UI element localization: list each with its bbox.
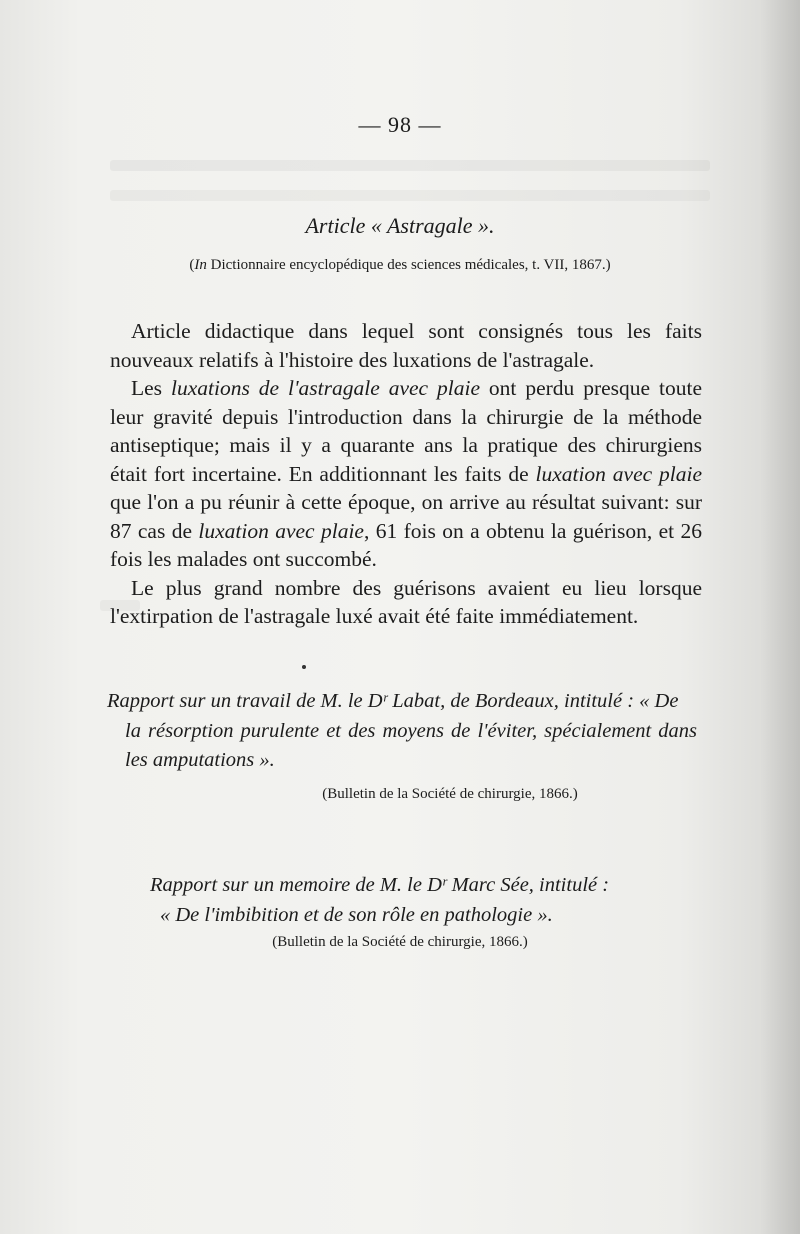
- article-citation: [0, 257, 800, 274]
- text-run: Le plus grand nombre des guérisons avaient eu lieu lorsque l'extirpation de l'astragale luxé avait été faite immédiatement.: [110, 575, 702, 628]
- page-gutter-shadow: [760, 0, 800, 1234]
- italic-phrase: luxation avec plaie: [198, 518, 364, 543]
- page-number: — 98 —: [358, 112, 442, 137]
- stray-mark: [302, 665, 306, 669]
- rapport-labat-title-line1: Rapport sur un travail de M. le Dʳ Labat, de Bordeaux, intitulé : « De: [107, 690, 679, 712]
- bleed-through: [110, 190, 710, 201]
- article-body: [110, 317, 702, 631]
- italic-phrase: luxations de l'astragale avec plaie: [170, 376, 480, 400]
- text-run: que l'on a pu réunir à cette époque, on arrive au résultat suivant: sur 87 cas de: [110, 490, 702, 543]
- rapport-see-title-line2: « De l'imbibition et de son rôle en pathologie ».: [160, 903, 553, 926]
- bleed-through: [110, 160, 710, 171]
- text-run: Article didactique dans lequel sont consignés tous les faits nouveaux relatifs à l'histoire des luxations de l'astragale.: [110, 319, 702, 372]
- rapport-see-citation: (Bulletin de la Société de chirurgie, 1866.): [272, 934, 528, 950]
- citation-italic: In: [194, 257, 207, 273]
- rapport-see-title-line1: Rapport sur un memoire de M. le Dʳ Marc Sée, intitulé :: [150, 874, 610, 896]
- article-title: Article « Astragale ».: [305, 213, 495, 238]
- body-paragraph: [110, 574, 702, 631]
- citation-text: Dictionnaire encyclopédique des sciences médicales, t. VII, 1867.): [206, 257, 611, 273]
- rapport-labat-citation: (Bulletin de la Société de chirurgie, 1866.): [322, 786, 578, 802]
- italic-phrase: luxation avec plaie: [535, 461, 702, 486]
- body-paragraph: [110, 317, 702, 374]
- text-run: ont perdu presque toute leur gravité depuis l'introduction dans la chirurgie de la méthode antiseptique; mais il y a quarante ans la pratique des chirurgiens était fort incertaine. En additionnant les faits de: [110, 376, 702, 486]
- text-run: , 61 fois on a obtenu la guérison, et 26 fois les malades ont succombé.: [110, 518, 702, 571]
- rapport-labat-title-rest: la résorption purulente et des moyens de l'éviter, spécialement dans les amputations ».: [125, 719, 697, 771]
- body-paragraph: [110, 374, 702, 574]
- text-run: Les: [131, 376, 171, 400]
- rapport-see-title: [150, 871, 670, 930]
- citation-open: (: [189, 257, 195, 273]
- rapport-labat-title: [107, 687, 697, 776]
